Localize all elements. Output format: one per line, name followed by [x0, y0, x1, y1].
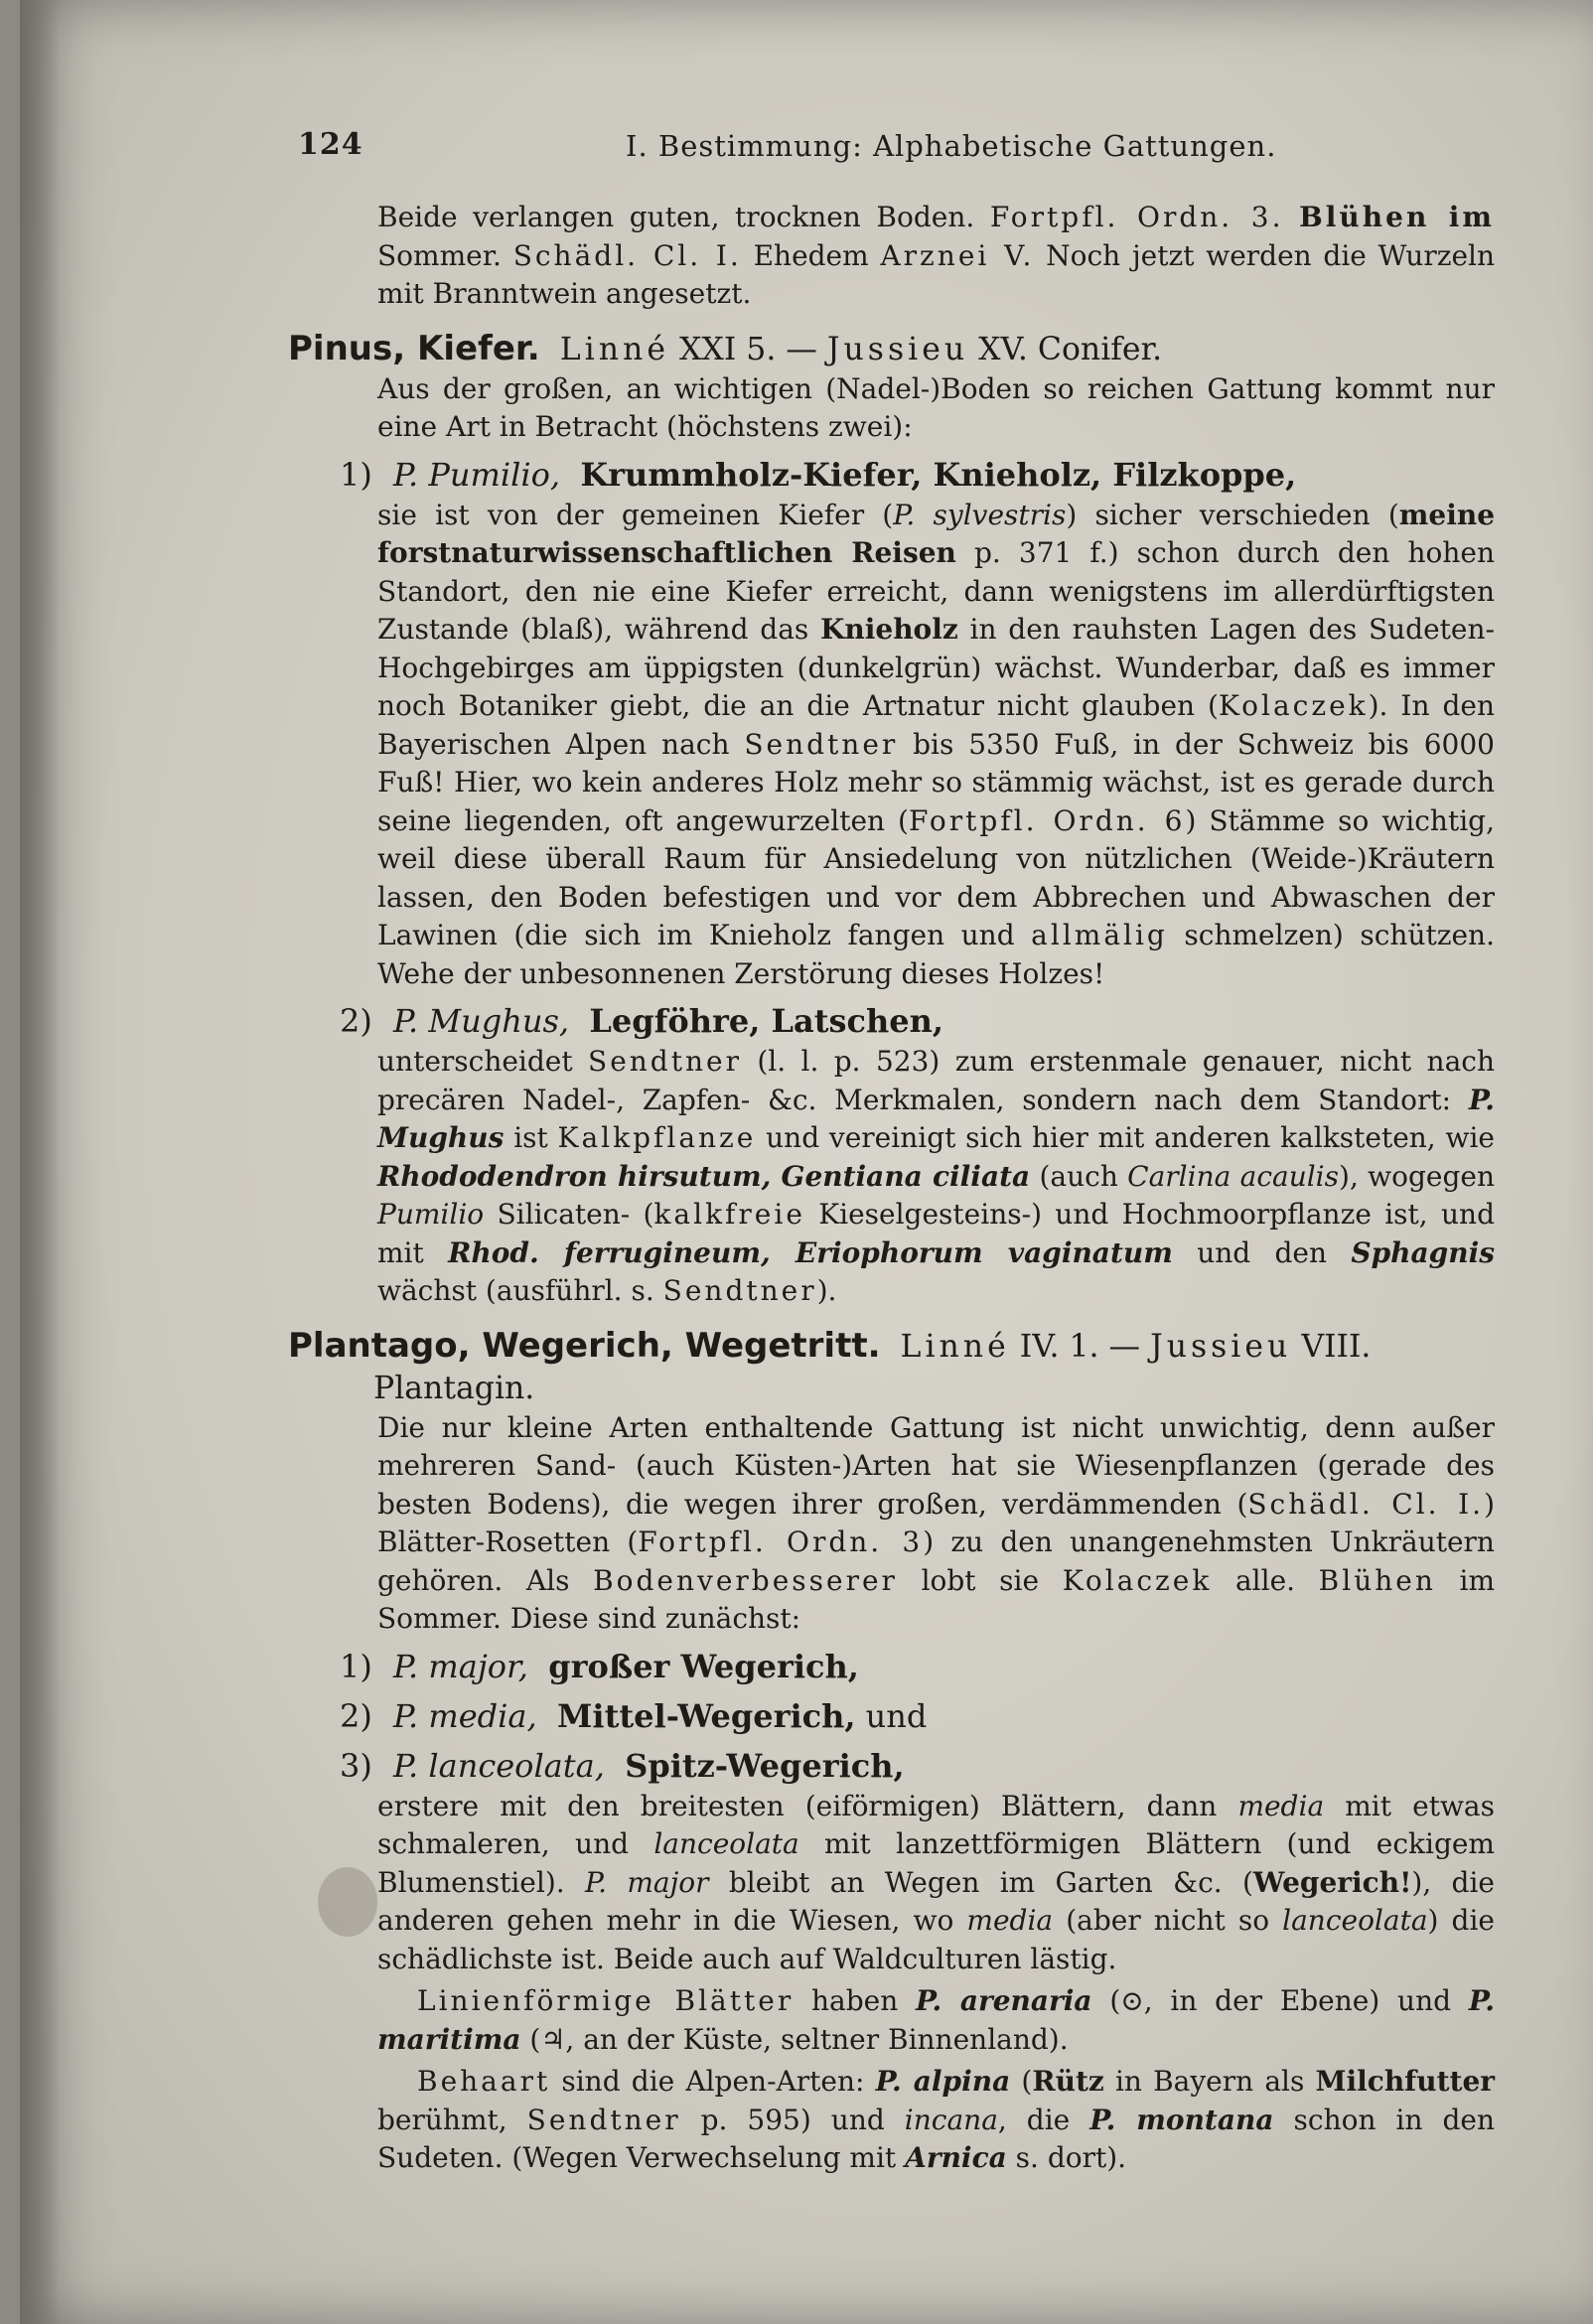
genus-intro: Die nur kleine Arten enthaltende Gattung ist nicht unwichtig, denn außer mehreren Sand- (auch Küsten-)Arten hat sie Wiesenpflanzen (gerade des besten Bodens), die wegen ihrer großen, verdämmenden (Schädl. Cl. I.) Blätter-Rosetten (Fortpfl. Ordn. 3) zu den unangenehmsten Unkräutern gehören. Als Bodenverbesserer lobt sie Kolaczek alle. Blühen im Sommer. Diese sind zunächst: — [377, 1410, 1495, 1635]
running-head: I. Bestimmung: Alphabetische Gattungen. — [626, 129, 1277, 163]
genus-heading-pinus: Pinus, Kiefer. Linné XXI 5. — Jussieu XV. Conifer. — [288, 328, 1163, 368]
paragraph-previous-genus: Beide verlangen guten, trocknen Boden. Fortpfl. Ordn. 3. Blühen im Sommer. Schädl. Cl. I. Ehedem Arznei V. Noch jetzt werden die Wurzeln mit Branntwein angesetzt. — [377, 201, 1496, 310]
paragraph-linear-leaves: Linienförmige Blätter haben P. arenaria (⊙, in der Ebene) und P. maritima (♃, an der Küste, seltner Binnenland). — [377, 1984, 1495, 2056]
species-heading: 2) P. media, Mittel-Wegerich, und — [340, 1696, 928, 1735]
species-heading: 2) P. Mughus, Legföhre, Latschen, — [340, 1002, 944, 1040]
page-gutter — [20, 0, 60, 2324]
genus-intro: Aus der großen, an wichtigen (Nadel-)Boden so reichen Gattung kommt nur eine Art in Betracht (höchstens zwei): — [377, 371, 1495, 443]
species-heading: 3) P. lanceolata, Spitz-Wegerich, — [340, 1746, 905, 1785]
book-page — [20, 0, 1593, 2324]
genus-heading-plantago: Plantago, Wegerich, Wegetritt. Linné IV. 1. — Jussieu VIII. — [288, 1325, 1372, 1366]
genus-name: Plantago, Wegerich, Wegetritt. — [288, 1325, 881, 1366]
page-number: 124 — [298, 127, 363, 162]
page-text — [288, 199, 1495, 2178]
species-heading: 1) P. Pumilio, Krummholz-Kiefer, Knieholz, Filzkoppe, — [340, 455, 1297, 494]
page-header — [298, 127, 1490, 177]
species-heading: 1) P. major, großer Wegerich, — [340, 1647, 859, 1685]
family-name: Plantagin. — [373, 1370, 535, 1406]
species-description: unterscheidet Sendtner (l. l. p. 523) zum erstenmale genauer, nicht nach precären Nadel-, Zapfen- &c. Merkmalen, sondern nach dem Standort: P. Mughus ist Kalkpflanze und vereinigt sich hier mit anderen kalksteten, wie Rhododendron hirsutum, Gentiana ciliata (auch Carlina acaulis), wogegen Pumilio Silicaten- (kalkfreie Kieselgesteins-) und Hochmoorpflanze ist, und mit Rhod. ferrugineum, Eriophorum vaginatum und den Sphagnis wächst (ausführl. s. Sendtner). — [377, 1045, 1496, 1307]
species-description: erstere mit den breitesten (eiförmigen) Blättern, dann media mit etwas schmaleren, und lanceolata mit lanzettförmigen Blättern (und eckigem Blumenstiel). P. major bleibt an Wegen im Garten &c. (Wegerich!), die anderen gehen mehr in die Wiesen, wo media (aber nicht so lanceolata) die schädlichste ist. Beide auch auf Waldculturen lästig. — [377, 1789, 1495, 1975]
genus-name: Pinus, Kiefer. — [288, 328, 540, 368]
paragraph-hairy-species: Behaart sind die Alpen-Arten: P. alpina (Rütz in Bayern als Milchfutter berühmt, Sendtner p. 595) und incana, die P. montana schon in den Sudeten. (Wegen Verwechselung mit Arnica s. dort). — [377, 2065, 1496, 2174]
species-description: sie ist von der gemeinen Kiefer (P. sylvestris) sicher verschieden (meine forstnaturwissenschaftlichen Reisen p. 371 f.) schon durch den hohen Standort, den nie eine Kiefer erreicht, dann wenigstens im allerdürftigsten Zustande (blaß), während das Knieholz in den rauhsten Lagen des Sudeten-Hochgebirges am üppigsten (dunkelgrün) wächst. Wunderbar, daß es immer noch Botaniker giebt, die an die Artnatur nicht glauben (Kolaczek). In den Bayerischen Alpen nach Sendtner bis 5350 Fuß, in der Schweiz bis 6000 Fuß! Hier, wo kein anderes Holz mehr so stämmig wächst, ist es gerade durch seine liegenden, oft angewurzelten (Fortpfl. Ordn. 6) Stämme so wichtig, weil diese überall Raum für Ansiedelung von nützlichen (Weide-)Kräutern lassen, den Boden befestigen und vor dem Abbrechen und Abwaschen der Lawinen (die sich im Knieholz fangen und allmälig schmelzen) schützen. Wehe der unbesonnenen Zerstörung dieses Holzes! — [377, 498, 1496, 990]
